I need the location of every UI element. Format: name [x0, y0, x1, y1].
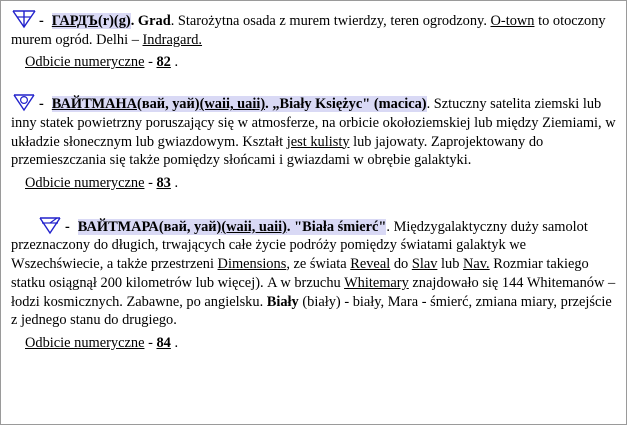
numeric-line-vaitmara — [11, 334, 616, 353]
entry-underline-2: Indragard. — [142, 31, 203, 48]
entry-definition-7: (biały) - biały, Mara - śmierć, zmiana miary, przejście z jednego stanu do drugiego. — [11, 293, 612, 329]
numeric-period: . — [174, 175, 179, 192]
entry-underline-4: Nav. — [463, 256, 490, 273]
entry-translit-cyr: (вай, уай) — [137, 96, 200, 113]
entry-definition-2: , ze świata — [286, 256, 351, 273]
rune-gard-icon — [11, 9, 37, 29]
entry-dash: - — [65, 218, 70, 235]
entry-headword: ВАЙТМАНА — [51, 96, 138, 113]
entry-definition-2: to otoczony murem ogród. Delhi – — [11, 13, 606, 48]
entry-death-title: . "Biała śmierć" — [286, 218, 387, 235]
dictionary-entry-vaitmara — [11, 215, 616, 353]
entry-text-vaitmara — [11, 215, 616, 330]
entry-translit-lat: (waii, uaii) — [221, 218, 287, 235]
numeric-label: Odbicie numeryczne — [25, 175, 145, 192]
entry-definition-4: lub — [437, 256, 463, 273]
entry-underline-1: O-town — [490, 13, 535, 29]
entry-headword: ГАРДЪ — [51, 13, 98, 29]
entry-translit-lat: (waii, uaii) — [199, 96, 266, 113]
entry-definition-2: lub jajowaty. Zaprojektowany do przemieszczania się także pomiędzy słońcami i gwiazdami w obrębie galaktyki. — [11, 133, 544, 169]
entry-dash: - — [39, 96, 44, 113]
entry-underline-1: jest kulisty — [286, 133, 350, 150]
dictionary-entry-vaitmana — [11, 92, 616, 193]
numeric-value: 84 — [156, 335, 171, 352]
entry-translit-cyr: (вай, уай) — [158, 218, 222, 235]
entry-underline-3: Slav — [411, 256, 438, 273]
entry-bold-bialy: Biały — [266, 293, 299, 310]
entry-text-gard — [11, 9, 616, 49]
numeric-label: Odbicie numeryczne — [25, 54, 145, 71]
entry-definition: . Sztuczny satelita ziemski lub inny statek powietrzny poruszający się w atmosferze, na orbicie okołoziemskiej lub między Ziemiami, w układzie słonecznym lub gwiazdowym. Kształt — [11, 96, 616, 150]
numeric-dash: - — [148, 335, 153, 352]
numeric-dash: - — [148, 175, 153, 192]
numeric-value: 83 — [156, 175, 171, 192]
dictionary-entry-gard — [11, 9, 616, 72]
entry-translit: (r)(g) — [97, 13, 131, 29]
numeric-period: . — [174, 54, 179, 71]
entry-definition-3: do — [390, 256, 412, 273]
numeric-line-vaitmana — [11, 174, 616, 193]
entry-underline-2: Reveal — [350, 256, 391, 273]
entry-headword: ВАЙТМАРА — [77, 218, 159, 235]
entry-definition: . Międzygalaktyczny duży samolot przeznaczony do długich, trwających całe życie podróży pomiędzy światami galaktyk we Wszechświecie, a także przestrzeni — [11, 218, 588, 273]
entry-moon-title: . „Biały Księżyc" (macica) — [265, 96, 427, 113]
entry-gloss: . Grad — [130, 13, 171, 29]
entry-definition-5: Rozmiar takiego statku osiągnął 200 kilometrów lub więcej). A w brzuchu — [11, 256, 589, 291]
entry-text-vaitmana — [11, 92, 616, 170]
numeric-line-gard — [11, 53, 616, 72]
rune-vaitmara-icon — [37, 215, 63, 235]
numeric-period: . — [174, 335, 179, 352]
numeric-dash: - — [148, 54, 153, 71]
entry-definition-6: znajdowało się 144 Whitemanów – łodzi kosmicznych. Zabawne, po angielsku. — [11, 274, 616, 310]
entry-underline-5: Whitemary — [344, 274, 409, 291]
numeric-label: Odbicie numeryczne — [25, 335, 145, 352]
entry-underline-1: Dimensions — [217, 256, 287, 273]
entry-definition: . Starożytna osada z murem twierdzy, teren ogrodzony. — [170, 13, 491, 29]
rune-vaitmana-icon — [11, 92, 37, 112]
numeric-value: 82 — [156, 54, 171, 71]
entry-dash: - — [39, 13, 44, 29]
